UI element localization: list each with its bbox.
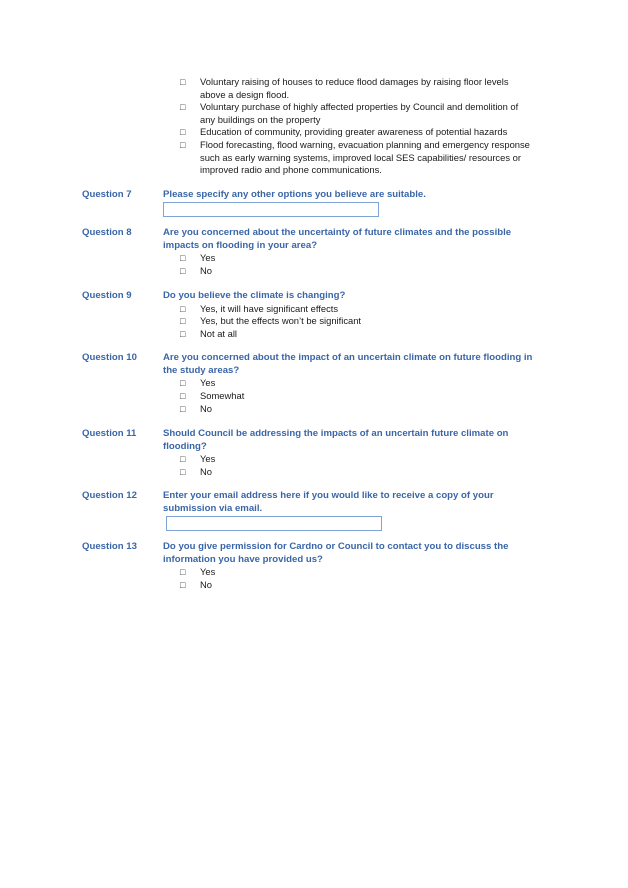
option-label: No — [200, 265, 212, 276]
option-label: Voluntary raising of houses to reduce flood damages by raising floor levels above a design flood. — [200, 76, 509, 100]
checkbox-icon[interactable]: □ — [180, 102, 186, 112]
question-11-label: Question 11 — [82, 428, 137, 439]
question-10-label: Question 10 — [82, 352, 137, 363]
option-label: Education of community, providing greater awareness of potential hazards — [200, 126, 508, 137]
question-10-text: Are you concerned about the impact of an uncertain climate on future flooding in the study areas? — [163, 352, 533, 376]
question-9-text: Do you believe the climate is changing? — [163, 290, 346, 301]
checkbox-icon[interactable]: □ — [180, 127, 186, 137]
option-label: Not at all — [200, 328, 237, 339]
option-label: Somewhat — [200, 390, 245, 401]
question-12-label: Question 12 — [82, 490, 137, 501]
option-label: No — [200, 579, 212, 590]
option-checkbox[interactable] — [180, 126, 540, 139]
question-9-label: Question 9 — [82, 290, 132, 301]
option-label: Yes — [200, 453, 216, 464]
question-13-option-yes[interactable] — [180, 566, 215, 579]
question-8-label: Question 8 — [82, 227, 132, 238]
checkbox-icon[interactable]: □ — [180, 391, 186, 401]
checkbox-icon[interactable]: □ — [180, 329, 186, 339]
option-label: Yes, it will have significant effects — [200, 303, 339, 314]
question-7-text: Please specify any other options you believe are suitable. — [163, 189, 426, 200]
question-13-option-no[interactable] — [180, 579, 212, 592]
question-8-option-no[interactable] — [180, 265, 212, 278]
question-13-label: Question 13 — [82, 541, 137, 552]
option-checkbox[interactable] — [180, 139, 540, 177]
checkbox-icon[interactable]: □ — [180, 378, 186, 388]
question-7-input[interactable] — [163, 202, 379, 217]
checkbox-icon[interactable]: □ — [180, 454, 186, 464]
question-11-text: Should Council be addressing the impacts of an uncertain future climate on flooding? — [163, 428, 509, 452]
question-12-text: Enter your email address here if you would like to receive a copy of your submission via email. — [163, 490, 494, 514]
question-8-text: Are you concerned about the uncertainty of future climates and the possible impacts on flooding in your area? — [163, 227, 512, 251]
option-label: Voluntary purchase of highly affected properties by Council and demolition of any buildings on the property — [200, 101, 519, 125]
question-10-option-somewhat[interactable] — [180, 390, 244, 403]
option-label: No — [200, 466, 212, 477]
question-9-option-3[interactable] — [180, 328, 237, 341]
checkbox-icon[interactable]: □ — [180, 304, 186, 314]
option-label: Yes, but the effects won’t be significant — [200, 315, 362, 326]
email-field[interactable] — [166, 516, 382, 531]
option-checkbox[interactable] — [180, 76, 530, 101]
question-11-option-no[interactable] — [180, 466, 212, 479]
question-8-option-yes[interactable] — [180, 252, 215, 265]
checkbox-icon[interactable]: □ — [180, 404, 186, 414]
question-10-option-yes[interactable] — [180, 377, 215, 390]
checkbox-icon[interactable]: □ — [180, 567, 186, 577]
checkbox-icon[interactable]: □ — [180, 580, 186, 590]
option-label: Yes — [200, 252, 216, 263]
option-label: Yes — [200, 377, 216, 388]
question-11-option-yes[interactable] — [180, 453, 215, 466]
checkbox-icon[interactable]: □ — [180, 77, 186, 87]
question-9-option-1[interactable] — [180, 303, 338, 316]
checkbox-icon[interactable]: □ — [180, 140, 186, 150]
checkbox-icon[interactable]: □ — [180, 253, 186, 263]
question-9-option-2[interactable] — [180, 315, 361, 328]
checkbox-icon[interactable]: □ — [180, 316, 186, 326]
option-checkbox[interactable] — [180, 101, 530, 126]
checkbox-icon[interactable]: □ — [180, 266, 186, 276]
question-10-option-no[interactable] — [180, 403, 212, 416]
option-label: Flood forecasting, flood warning, evacuation planning and emergency response such as early warning systems, improved local SES capabilities/ resources or improved radio and phone communications. — [200, 139, 530, 176]
option-label: No — [200, 403, 212, 414]
question-7-label: Question 7 — [82, 189, 132, 200]
checkbox-icon[interactable]: □ — [180, 467, 186, 477]
question-13-text: Do you give permission for Cardno or Council to contact you to discuss the information you have provided us? — [163, 541, 509, 565]
option-label: Yes — [200, 566, 216, 577]
